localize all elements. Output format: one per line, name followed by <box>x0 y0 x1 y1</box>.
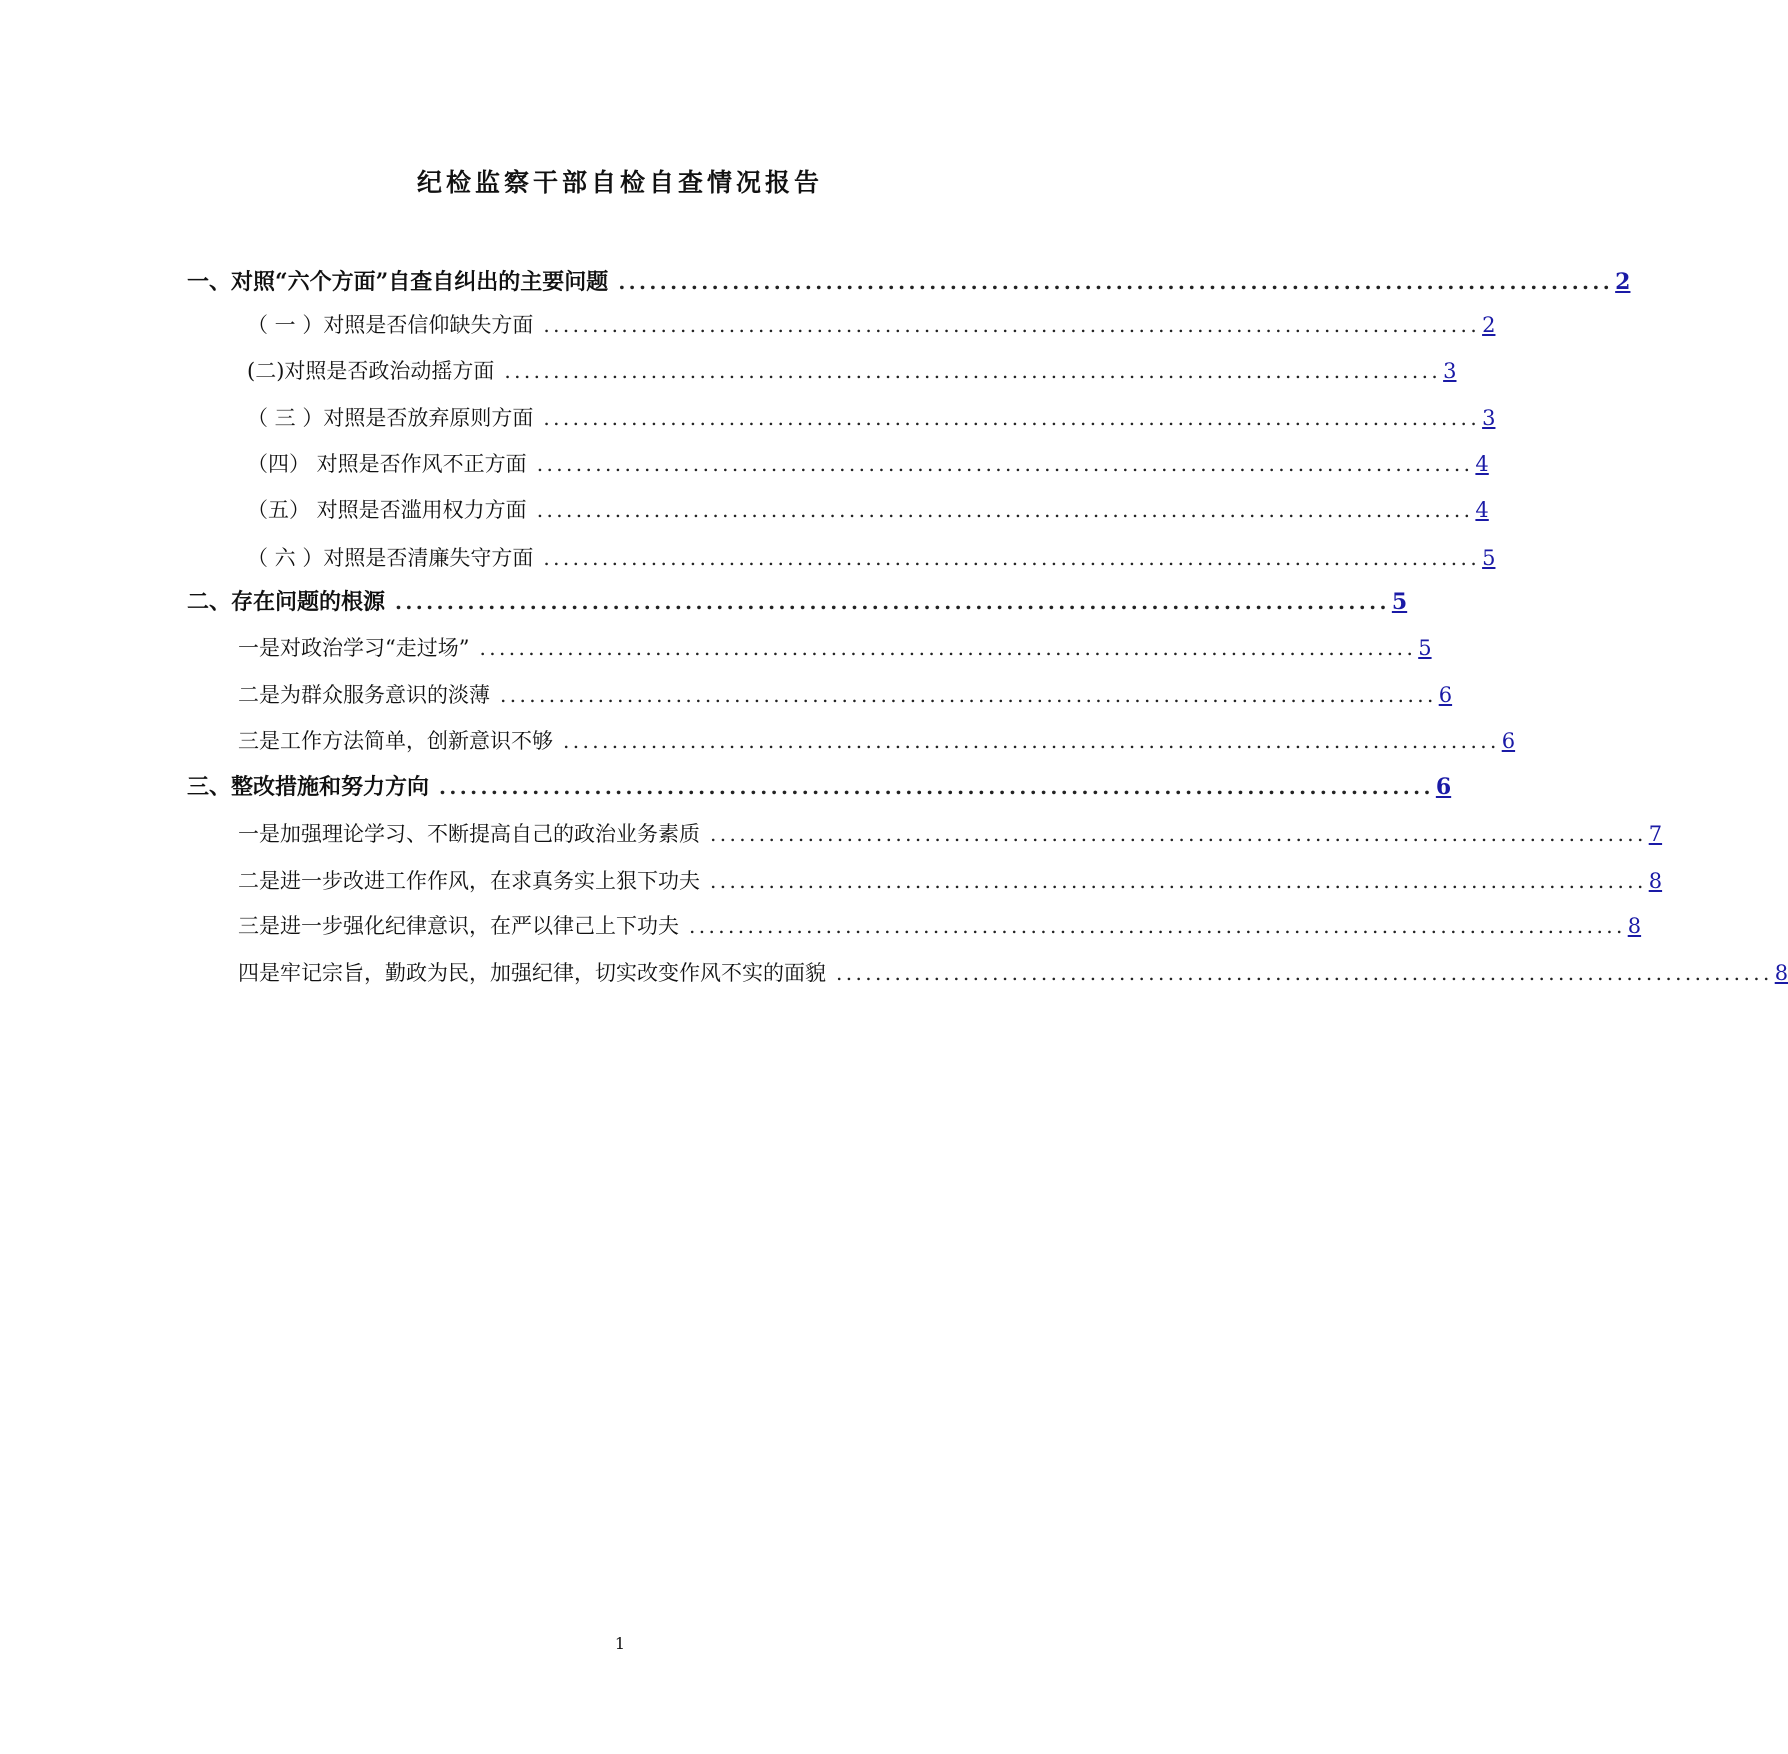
toc-page-link[interactable]: 8 <box>1774 961 1788 985</box>
toc-entry-label: 二、存在问题的根源 <box>187 589 386 615</box>
toc-dot-leader: ................................................................................................ <box>479 636 1417 660</box>
toc-dot-leader: ................................................................................................ <box>836 961 1773 985</box>
toc-dot-leader: ................................................................................................ <box>689 914 1626 938</box>
toc-entry-label: （五） 对照是否滥用权力方面 <box>247 498 527 522</box>
toc-entry-subsection[interactable] <box>238 910 1642 942</box>
toc-page-link[interactable]: 6 <box>1438 683 1453 707</box>
toc-entry-label: 四是牢记宗旨，勤政为民，加强纪律，切实改变作风不实的面貌 <box>238 961 826 985</box>
toc-page-link[interactable]: 8 <box>1648 869 1663 893</box>
toc-page-link[interactable]: 8 <box>1627 914 1642 938</box>
toc-page-link[interactable]: 4 <box>1475 498 1489 522</box>
toc-entry-subsection[interactable] <box>247 494 1489 526</box>
page-number: 1 <box>614 1634 626 1653</box>
toc-page-link[interactable]: 3 <box>1443 359 1457 383</box>
toc-entry-label: （ 三 ）对照是否放弃原则方面 <box>247 406 534 430</box>
toc-dot-leader: ................................................................................................ <box>536 498 1474 522</box>
toc-entry-subsection[interactable] <box>238 957 1788 989</box>
toc-entry-subsection[interactable] <box>238 725 1516 757</box>
toc-page-link[interactable]: 2 <box>1615 269 1631 295</box>
toc-dot-leader: ................................................................................................ <box>543 313 1481 337</box>
toc-entry-label: 三是进一步强化纪律意识，在严以律己上下功夫 <box>238 914 679 938</box>
toc-entry-subsection[interactable] <box>247 309 1496 341</box>
toc-page-link[interactable]: 6 <box>1435 774 1452 800</box>
toc-entry-subsection[interactable] <box>247 402 1496 434</box>
toc-entry-subsection[interactable] <box>238 865 1663 897</box>
toc-entry-subsection[interactable] <box>247 542 1496 574</box>
toc-dot-leader: ................................................................................................ <box>563 729 1500 753</box>
toc-entry-subsection[interactable] <box>238 632 1432 664</box>
toc-entry-label: （四） 对照是否作风不正方面 <box>247 452 527 476</box>
toc-entry-section-2[interactable] <box>187 586 1408 618</box>
toc-dot-leader: ................................................................................................ <box>543 546 1481 570</box>
toc-page-link[interactable]: 7 <box>1648 822 1663 846</box>
toc-page-link[interactable]: 5 <box>1418 636 1432 660</box>
toc-entry-label: 一是对政治学习“走过场” <box>238 636 470 660</box>
toc-entry-label: (二)对照是否政治动摇方面 <box>247 359 495 383</box>
toc-entry-subsection[interactable] <box>247 355 1457 387</box>
toc-page-link[interactable]: 3 <box>1482 406 1496 430</box>
toc-page-link[interactable]: 2 <box>1482 313 1496 337</box>
toc-dot-leader: ................................................................................................ <box>536 452 1474 476</box>
toc-page-link[interactable]: 6 <box>1501 729 1516 753</box>
toc-entry-subsection[interactable] <box>238 679 1453 711</box>
toc-entry-label: （ 六 ）对照是否清廉失守方面 <box>247 546 534 570</box>
toc-dot-leader: ................................................................................................ <box>439 775 1434 799</box>
toc-page-link[interactable]: 5 <box>1482 546 1496 570</box>
toc-entry-subsection[interactable] <box>247 448 1489 480</box>
toc-entry-label: 二是为群众服务意识的淡薄 <box>238 683 490 707</box>
toc-entry-subsection[interactable] <box>238 818 1663 850</box>
toc-dot-leader: ................................................................................................ <box>710 822 1647 846</box>
toc-dot-leader: ................................................................................................ <box>500 683 1437 707</box>
toc-entry-label: 三、整改措施和努力方向 <box>187 774 430 800</box>
toc-entry-section-1[interactable] <box>187 266 1631 298</box>
toc-dot-leader: ................................................................................................ <box>618 270 1614 294</box>
toc-page-link[interactable]: 5 <box>1391 589 1408 615</box>
toc-dot-leader: ................................................................................................ <box>543 406 1481 430</box>
toc-entry-section-3[interactable] <box>187 771 1452 803</box>
toc-entry-label: 二是进一步改进工作作风，在求真务实上狠下功夫 <box>238 869 700 893</box>
toc-entry-label: 三是工作方法简单，创新意识不够 <box>238 729 553 753</box>
toc-dot-leader: ................................................................................................ <box>504 359 1442 383</box>
toc-dot-leader: ................................................................................................ <box>710 869 1647 893</box>
toc-entry-label: （ 一 ）对照是否信仰缺失方面 <box>247 313 534 337</box>
page-title: 纪检监察干部自检自查情况报告 <box>416 168 823 197</box>
toc-dot-leader: ................................................................................................ <box>395 590 1390 614</box>
toc-page-link[interactable]: 4 <box>1475 452 1489 476</box>
toc-entry-label: 一、对照“六个方面”自查自纠出的主要问题 <box>187 269 609 295</box>
toc-entry-label: 一是加强理论学习、不断提高自己的政治业务素质 <box>238 822 700 846</box>
